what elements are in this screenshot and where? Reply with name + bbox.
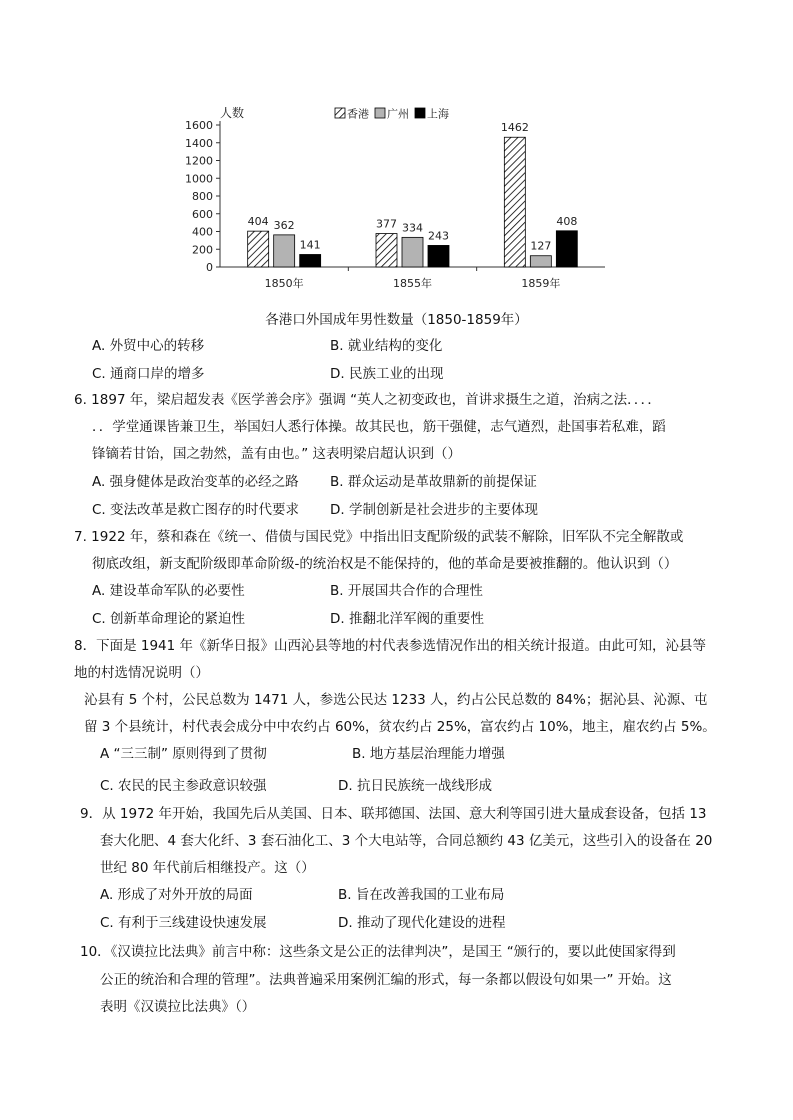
bar xyxy=(556,231,577,267)
q6-stem-line-2: ．．学堂通课皆兼卫生，举国妇人悉行体操。故其民也，筋干强健，志气遒烈，赴国事若私难，蹈 xyxy=(92,419,666,435)
chart-caption: 各港口外国成年男性数量（1850-1859年） xyxy=(265,312,528,328)
q7-stem-line-1: 7. 1922 年，蔡和森在《统一、借债与国民党》中指出旧支配阶级的武装不解除，旧军队不完全解散或 xyxy=(74,529,684,545)
bar-value-label: 141 xyxy=(299,238,321,252)
bar xyxy=(530,256,551,267)
q8-material-line-1: 沁县有 5 个村，公民总数为 1471 人，参选公民达 1233 人，约占公民总数的 84%；据沁县、沁源、屯 xyxy=(84,692,708,708)
q8-stem-line-2: 地的村选情况说明（） xyxy=(74,665,209,681)
q8-stem-line-1: 8．下面是 1941 年《新华日报》山西沁县等地的村代表参选情况作出的相关统计报道。由此可知，沁县等 xyxy=(74,638,707,654)
bar xyxy=(300,254,321,267)
q9-option-a[interactable]: A. 形成了对外开放的局面 xyxy=(100,887,253,903)
q6-option-c[interactable]: C. 变法改革是救亡图存的时代要求 xyxy=(92,502,300,518)
x-tick-label: 1855年 xyxy=(393,277,432,290)
bar xyxy=(376,234,397,267)
bar-value-label: 334 xyxy=(402,221,423,235)
q6-stem-line-1: 6. 1897 年，梁启超发表《医学善会序》强调 “英人之初变政也，首讲求摄生之道，治病之法．．．． xyxy=(74,392,661,408)
bar-value-label: 408 xyxy=(556,214,578,228)
q6-option-b[interactable]: B. 群众运动是革故鼎新的前提保证 xyxy=(330,474,537,490)
q5-option-a[interactable]: A. 外贸中心的转移 xyxy=(92,338,205,354)
q8-material-line-2: 留 3 个县统计，村代表会成分中中农约占 60%，贫农约占 25%，富农约占 10%，地主，雇农约占 5%。 xyxy=(84,719,716,735)
y-tick-label: 800 xyxy=(192,190,213,203)
q8-option-d[interactable]: D. 抗日民族统一战线形成 xyxy=(338,778,492,794)
q9-stem-line-1: 9．从 1972 年开始，我国先后从美国、日本、联邦德国、法国、意大利等国引进大量成套设备，包括 13 xyxy=(80,806,707,822)
x-tick-label: 1859年 xyxy=(521,277,561,290)
bar-value-label: 362 xyxy=(273,218,295,232)
bar-value-label: 377 xyxy=(376,217,397,231)
legend-swatch xyxy=(375,108,385,118)
legend-label: 广州 xyxy=(387,107,409,121)
q7-option-b[interactable]: B. 开展国共合作的合理性 xyxy=(330,583,483,599)
q10-stem-line-3: 表明《汉谟拉比法典》（） xyxy=(100,999,256,1015)
q8-option-b[interactable]: B. 地方基层治理能力增强 xyxy=(352,746,505,762)
y-tick-label: 1400 xyxy=(185,136,213,150)
bar-chart xyxy=(180,100,610,300)
q9-option-c[interactable]: C. 有利于三线建设快速发展 xyxy=(100,915,267,931)
bar-value-label: 127 xyxy=(530,239,552,253)
bar-value-label: 1462 xyxy=(500,121,529,135)
y-axis-label: 人数 xyxy=(219,106,245,120)
q10-stem-line-1: 10．《汉谟拉比法典》前言中称：这些条文是公正的法律判决”，是国王 “颁行的，要以此使国家得到 xyxy=(80,944,676,960)
q5-option-c[interactable]: C. 通商口岸的增多 xyxy=(92,366,205,382)
y-tick-label: 600 xyxy=(192,207,213,221)
legend-swatch xyxy=(415,108,425,118)
y-tick-label: 1000 xyxy=(185,172,213,186)
q9-option-d[interactable]: D. 推动了现代化建设的进程 xyxy=(338,915,506,931)
q5-option-d[interactable]: D. 民族工业的出现 xyxy=(330,366,444,382)
q9-stem-line-3: 世纪 80 年代前后相继投产。这（） xyxy=(100,860,315,876)
bar xyxy=(428,245,449,267)
legend-swatch xyxy=(335,108,345,118)
q6-option-a[interactable]: A. 强身健体是政治变革的必经之路 xyxy=(92,474,299,490)
q8-option-c[interactable]: C. 农民的民主参政意识较强 xyxy=(100,778,267,794)
bar-value-label: 404 xyxy=(247,215,269,229)
q6-stem-line-3: 锋镝若甘饴，国之勃然，盖有由也。” 这表明梁启超认识到（） xyxy=(92,446,462,462)
y-tick-label: 400 xyxy=(192,225,213,239)
q7-stem-line-2: 彻底改组，新支配阶级即革命阶级-的统治权是不能保持的，他的革命是要被推翻的。他认识到（） xyxy=(92,556,678,572)
q7-option-c[interactable]: C. 创新革命理论的紧迫性 xyxy=(92,611,246,627)
legend-label: 上海 xyxy=(427,107,449,121)
y-tick-label: 1600 xyxy=(185,119,213,132)
q6-option-d[interactable]: D. 学制创新是社会进步的主要体现 xyxy=(330,502,538,518)
q8-option-a[interactable]: A “三三制” 原则得到了贯彻 xyxy=(100,746,267,762)
q9-option-b[interactable]: B. 旨在改善我国的工业布局 xyxy=(338,887,505,903)
bar xyxy=(248,231,269,267)
q7-option-a[interactable]: A. 建设革命军队的必要性 xyxy=(92,583,245,599)
y-tick-label: 200 xyxy=(192,243,213,257)
legend-label: 香港 xyxy=(347,107,369,121)
bar xyxy=(504,137,525,267)
q7-option-d[interactable]: D. 推翻北洋军阀的重要性 xyxy=(330,611,484,627)
bar xyxy=(402,237,423,267)
q10-stem-line-2: 公正的统治和合理的管理”。法典普遍采用案例汇编的形式，每一条都以假设句如果一” 开始。这 xyxy=(100,972,672,988)
y-tick-label: 1200 xyxy=(185,154,213,168)
q5-option-b[interactable]: B. 就业结构的变化 xyxy=(330,338,443,354)
y-tick-label: 0 xyxy=(206,261,213,274)
bar xyxy=(274,235,295,267)
bar-value-label: 243 xyxy=(428,229,449,243)
x-tick-label: 1850年 xyxy=(264,277,304,290)
q9-stem-line-2: 套大化肥、4 套大化纤、3 套石油化工、3 个大电站等，合同总额约 43 亿美元，这些引入的设备在 20 xyxy=(100,833,713,849)
